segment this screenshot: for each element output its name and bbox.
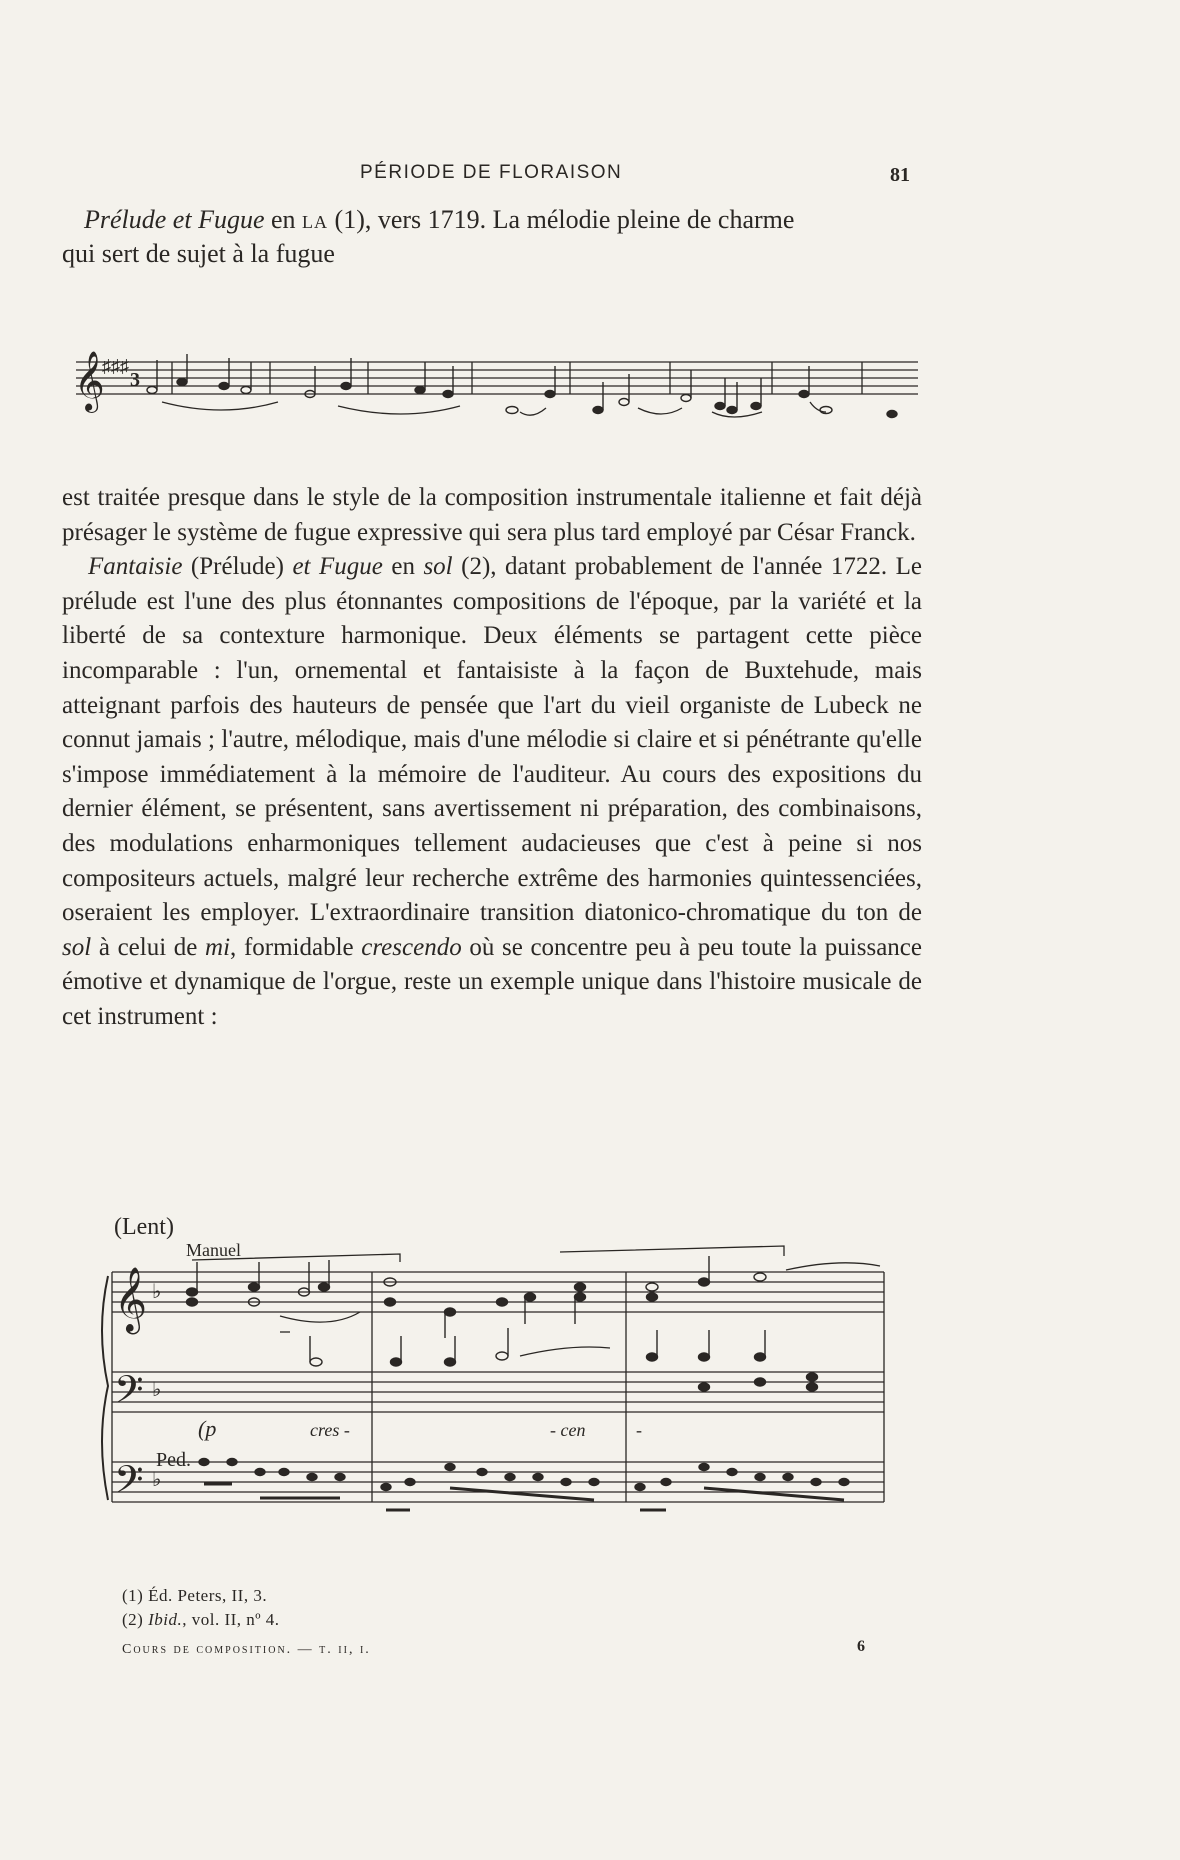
footnote-1: (1) Éd. Peters, II, 3. <box>122 1586 268 1605</box>
body-text <box>62 481 922 1035</box>
flat-icon: ♭ <box>152 1469 162 1491</box>
intro-title: Prélude et Fugue <box>84 205 265 234</box>
p2-formidable: , formidable <box>230 933 362 961</box>
footnote-2 <box>122 1610 280 1630</box>
dynamic-piano: (p <box>198 1416 217 1441</box>
p2-et-fugue: et Fugue <box>292 553 383 581</box>
intro-rest: (1), vers 1719. La mélodie pleine de charme <box>328 205 795 234</box>
flat-icon: ♭ <box>152 1281 162 1303</box>
p2-crescendo: crescendo <box>361 933 462 961</box>
treble-clef-icon: 𝄞 <box>74 353 105 410</box>
intro-en: en <box>264 205 303 234</box>
bass-clef-icon: 𝄢 <box>114 1369 144 1420</box>
crescendo-dash: - <box>636 1420 642 1440</box>
p2-fantaisie: Fantaisie <box>88 553 183 581</box>
p2-prelude: (Prélude) <box>182 553 293 581</box>
intro-line-2: qui sert de sujet à la fugue <box>62 239 335 268</box>
manual-label: Manuel <box>186 1240 241 1260</box>
pedal-label: Ped. <box>156 1449 191 1471</box>
p2-end: où se concentre peu à peu toute la puissance émotive et dynamique de l'orgue, reste un exemple unique dans l'histoire musicale de cet instrument : <box>62 933 922 1030</box>
sharp-icon: ♯♯♯ <box>102 356 129 376</box>
p2-mi: mi <box>205 933 231 961</box>
time-signature: 3 <box>130 369 140 391</box>
paragraph-2 <box>62 550 922 1034</box>
page-number: 81 <box>890 164 910 186</box>
intro-line-1 <box>62 203 922 237</box>
crescendo-part-1: cres - <box>310 1420 350 1440</box>
bass-clef-icon: 𝄢 <box>114 1459 144 1510</box>
flat-icon: ♭ <box>152 1379 162 1401</box>
treble-clef-icon: 𝄞 <box>114 1269 148 1331</box>
p2-sol: sol <box>423 553 453 581</box>
p2-en: en <box>382 553 424 581</box>
footnote-2-rest: , vol. II, nº 4. <box>182 1610 280 1629</box>
intro-key: la <box>302 205 329 234</box>
running-head: PÉRIODE DE FLORAISON <box>360 162 623 183</box>
organ-excerpt-score <box>100 1200 900 1540</box>
fugue-subject-score <box>72 330 952 430</box>
crescendo-part-2: - cen <box>550 1420 586 1440</box>
footnote-2-ibid: Ibid. <box>148 1610 183 1629</box>
signature-mark: 6 <box>857 1638 865 1655</box>
p2-body: (2), datant probablement de l'année 1722. Le prélude est l'une des plus étonnantes compositions de l'époque, par la variété et la liberté de sa contexture harmonique. Deux éléments se partagent cette pièce incomparable : l'un, ornemental et fantaisiste à la façon de Buxtehude, mais atteignant parfois des hauteurs de pensée que l'art du vieil organiste de Lubeck ne connut jamais ; l'autre, mélodique, mais d'une mélodie si claire et si pénétrante qu'elle s'impose immédiatement à la mémoire de l'auditeur. Au cours des expositions du dernier élément, se présentent, sans avertissement ni préparation, des combinaisons, des modulations enharmoniques tellement audacieuses que c'est à peine si nos compositeurs actuels, malgré leur recherche extrême des harmonies quintessenciées, oseraient les employer. L'extraordinaire transition diatonico-chromatique du ton de <box>62 553 922 927</box>
p2-sol-2: sol <box>62 933 92 961</box>
p2-a-celui: à celui de <box>91 933 206 961</box>
footnote-2-number: (2) <box>122 1610 149 1629</box>
intro-text <box>62 203 922 271</box>
tempo-mark: (Lent) <box>114 1214 174 1240</box>
signature-line: Cours de composition. — t. ii, i. <box>122 1642 371 1657</box>
paragraph-1: est traitée presque dans le style de la composition instrumentale italienne et fait déjà présager le système de fugue expressive qui sera plus tard employé par César Franck. <box>62 484 922 546</box>
system-brace <box>102 1276 108 1500</box>
